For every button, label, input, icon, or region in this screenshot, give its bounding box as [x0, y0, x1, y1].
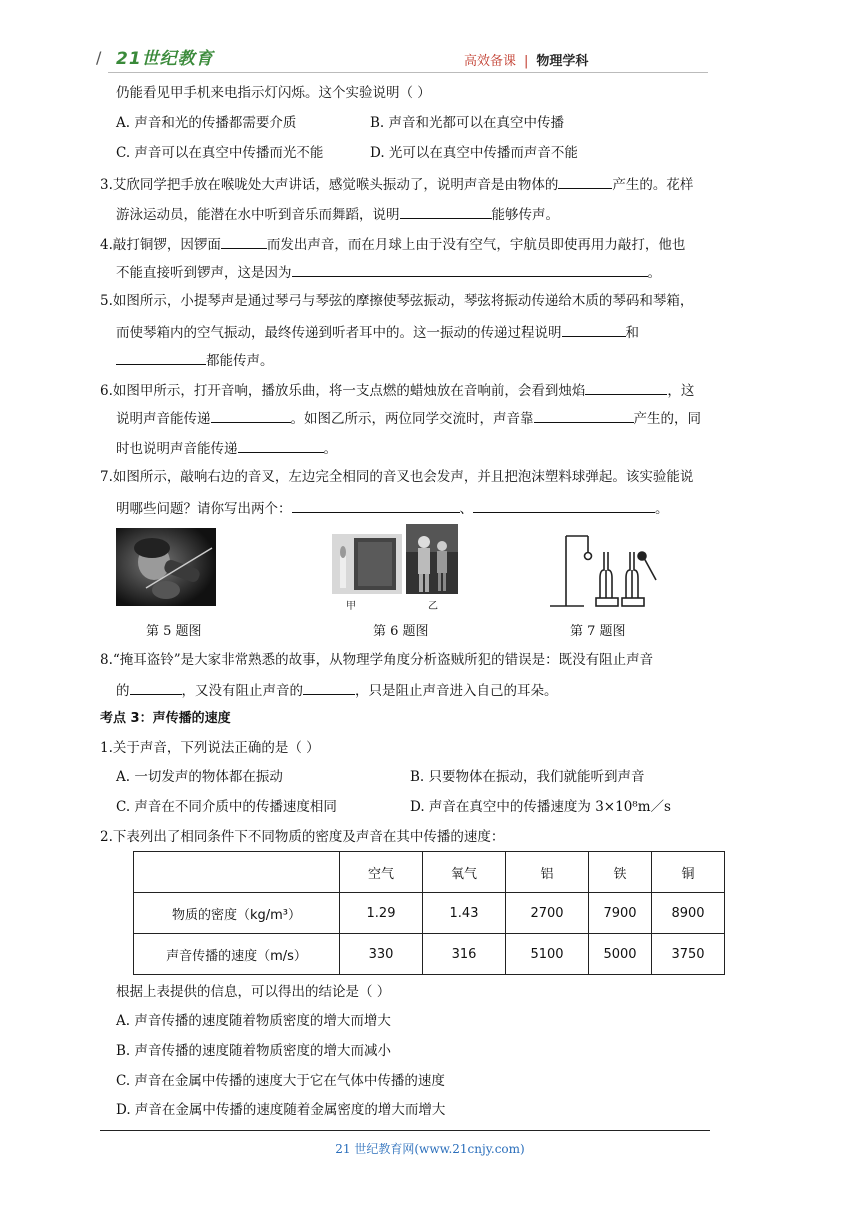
question-6-line2 [116, 408, 701, 428]
q6-blank2 [211, 408, 291, 423]
question-8-line1: 8.“掩耳盗铃”是大家非常熟悉的故事，从物理学角度分析盗贼所犯的错误是：既没有阻止声音 [100, 652, 654, 668]
table-cell: 5000 [589, 934, 652, 975]
q3-part4: 能够传声。 [491, 207, 559, 223]
q8-blank1 [130, 680, 182, 695]
table-cell: 1.43 [423, 893, 506, 934]
table-cell: 声音传播的速度（m/s） [134, 934, 340, 975]
q2-option-d: D. 光可以在真空中传播而声音不能 [370, 145, 578, 161]
q4-part2: 而发出声音，而在月球上由于没有空气，宇航员即使再用力敲打，他也 [266, 237, 686, 253]
q7-part2c: 。 [655, 501, 669, 517]
table-cell: 330 [340, 934, 423, 975]
s3q1-option-d: D. 声音在真空中的传播速度为 3×10⁸m／s [410, 799, 671, 815]
q6-part3: 说明声音能传递 [116, 411, 211, 427]
table-row [134, 893, 725, 934]
header-subject: 物理学科 [536, 54, 589, 69]
question-5-line3 [116, 350, 274, 370]
question-7-line2 [116, 498, 669, 518]
table-cell: 3750 [652, 934, 725, 975]
q4-blank1 [221, 234, 267, 249]
q3-part1: 3.艾欣同学把手放在喉咙处大声讲话，感觉喉头振动了，说明声音是由物体的 [100, 177, 559, 193]
q8-part2a: 的 [116, 683, 130, 699]
figure-5-violin-photo [116, 528, 216, 606]
s3q2-option-a: A. 声音传播的速度随着物质密度的增大而增大 [116, 1013, 391, 1029]
question-3-line1 [100, 174, 693, 194]
question-3-line2 [116, 204, 559, 224]
header-divider [108, 72, 708, 73]
table-cell: 物质的密度（kg/m³） [134, 893, 340, 934]
q4-blank2 [292, 262, 648, 277]
slash-mark: / [96, 48, 102, 67]
q8-part2c: ，只是阻止声音进入自己的耳朵。 [355, 683, 558, 699]
q4-part4: 。 [647, 265, 661, 281]
q2-option-b: B. 声音和光都可以在真空中传播 [370, 115, 565, 131]
table-cell: 316 [423, 934, 506, 975]
header-separator: | [524, 54, 529, 69]
q3-blank2 [400, 204, 492, 219]
site-logo [96, 40, 226, 72]
footer-text[interactable]: 21 世纪教育网(www.21cnjy.com) [335, 1142, 525, 1156]
header-left-label: 高效备课 [464, 54, 517, 69]
header-label [464, 50, 588, 69]
figure-5-caption: 第 5 题图 [146, 624, 202, 639]
question-6-line1 [100, 380, 694, 400]
table-row [134, 934, 725, 975]
s3q1-option-a: A. 一切发声的物体都在振动 [116, 769, 283, 785]
question-5-line2 [116, 322, 639, 342]
table-header-cell: 铝 [506, 852, 589, 893]
s3q2-option-c: C. 声音在金属中传播的速度大于它在气体中传播的速度 [116, 1073, 445, 1089]
q3-part2: 产生的。花样 [612, 177, 694, 193]
table-header-cell [134, 852, 340, 893]
q4-part3: 不能直接听到锣声，这是因为 [116, 265, 292, 281]
s3q2-conclusion-prompt: 根据上表提供的信息，可以得出的结论是（ ） [116, 984, 391, 1000]
figure-6-label-yi: 乙 [428, 601, 438, 612]
q5-blank2 [116, 350, 206, 365]
q6-part1: 6.如图甲所示，打开音响，播放乐曲，将一支点燃的蜡烛放在音响前，会看到烛焰 [100, 383, 586, 399]
s3-question-1: 1.关于声音，下列说法正确的是（ ） [100, 740, 320, 756]
logo-text: 21世纪教育 [116, 49, 214, 69]
question-7-line1: 7.如图所示，敲响右边的音叉，左边完全相同的音叉也会发声，并且把泡沫塑料球弹起。该实验能说 [100, 469, 694, 485]
density-speed-table [133, 851, 725, 975]
q7-part2a: 明哪些问题？请你写出两个： [116, 501, 292, 517]
figure-6-jia-speaker-candle [332, 534, 402, 594]
table-cell: 5100 [506, 934, 589, 975]
figure-7-tuning-forks [548, 530, 658, 610]
q5-blank1 [562, 322, 626, 337]
q5-part2b: 和 [625, 325, 639, 341]
question-4-line2 [116, 262, 661, 282]
table-header-cell: 空气 [340, 852, 423, 893]
q2-option-a: A. 声音和光的传播都需要介质 [116, 115, 297, 131]
table-header-cell: 铜 [652, 852, 725, 893]
table-header-cell: 氧气 [423, 852, 506, 893]
s3q2-option-b: B. 声音传播的速度随着物质密度的增大而减小 [116, 1043, 392, 1059]
question-4-line1 [100, 234, 685, 254]
q5-part3: 都能传声。 [206, 353, 274, 369]
q6-blank4 [238, 438, 324, 453]
table-cell: 1.29 [340, 893, 423, 934]
footer-divider [100, 1130, 710, 1131]
table-cell: 2700 [506, 893, 589, 934]
figure-6-yi-two-students [406, 524, 458, 594]
s3q1-option-c: C. 声音在不同介质中的传播速度相同 [116, 799, 337, 815]
q6-part5: 产生的，同 [633, 411, 701, 427]
s3-question-2: 2.下表列出了相同条件下不同物质的密度及声音在其中传播的速度： [100, 829, 505, 845]
question-5-line1: 5.如图所示，小提琴声是通过琴弓与琴弦的摩擦使琴弦振动，琴弦将振动传递给木质的琴码和琴箱， [100, 293, 694, 309]
q7-part2b: 、 [459, 501, 473, 517]
q8-part2b: ，又没有阻止声音的 [181, 683, 303, 699]
q6-blank1 [585, 380, 667, 395]
q4-part1: 4.敲打铜锣，因锣面 [100, 237, 221, 253]
section-3-heading: 考点 3：声传播的速度 [100, 711, 231, 726]
q3-blank1 [558, 174, 612, 189]
q6-part2: ，这 [667, 383, 695, 399]
figure-6-caption: 第 6 题图 [373, 624, 429, 639]
s3q2-option-d: D. 声音在金属中传播的速度随着金属密度的增大而增大 [116, 1102, 446, 1118]
s3q1-option-b: B. 只要物体在振动，我们就能听到声音 [410, 769, 645, 785]
figure-7-caption: 第 7 题图 [570, 624, 626, 639]
q2-text: 仍能看见甲手机来电指示灯闪烁。这个实验说明（ ） [116, 85, 431, 101]
q6-part6: 时也说明声音能传递 [116, 441, 238, 457]
q7-blank2 [473, 498, 655, 513]
q5-part2a: 而使琴箱内的空气振动，最终传递到听者耳中的。这一振动的传递过程说明 [116, 325, 562, 341]
q6-blank3 [534, 408, 634, 423]
q6-part7: 。 [323, 441, 337, 457]
figure-6-label-jia: 甲 [346, 601, 356, 612]
question-8-line2 [116, 680, 558, 700]
table-header-cell: 铁 [589, 852, 652, 893]
q8-blank2 [303, 680, 355, 695]
q7-blank1 [292, 498, 460, 513]
question-6-line3 [116, 438, 337, 458]
table-cell: 7900 [589, 893, 652, 934]
table-header-row [134, 852, 725, 893]
table-cell: 8900 [652, 893, 725, 934]
q6-part4: 。如图乙所示，两位同学交流时，声音靠 [290, 411, 534, 427]
q3-part3: 游泳运动员，能潜在水中听到音乐而舞蹈，说明 [116, 207, 400, 223]
q2-option-c: C. 声音可以在真空中传播而光不能 [116, 145, 324, 161]
